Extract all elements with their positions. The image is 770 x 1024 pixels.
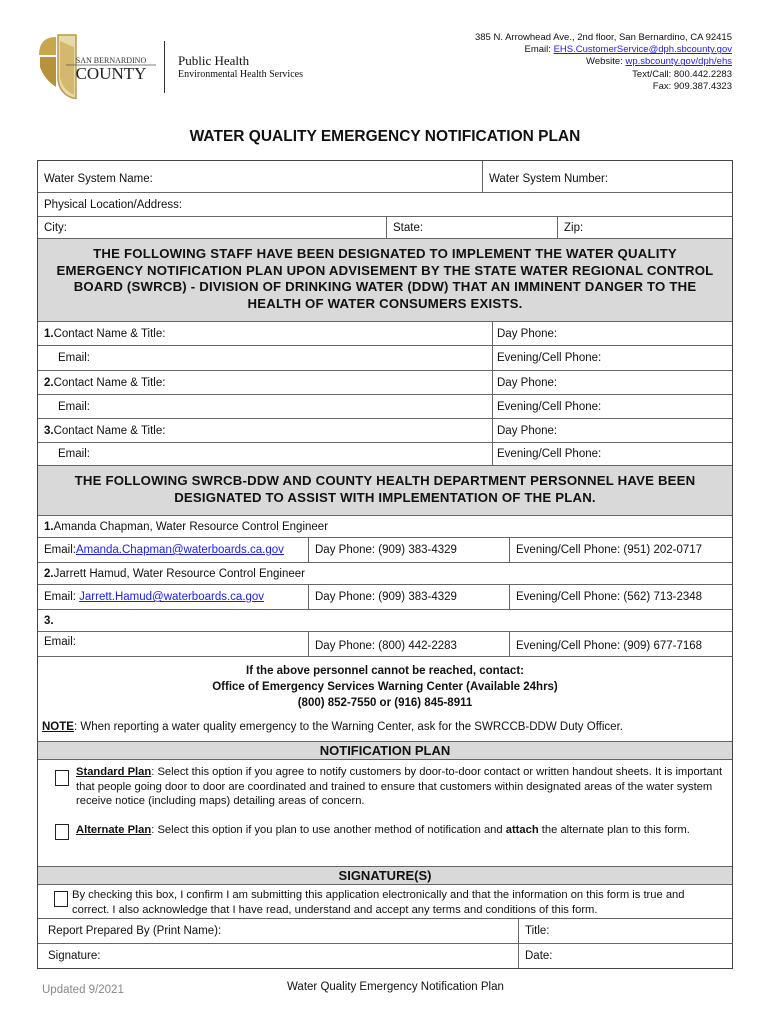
day-phone-label: Day Phone: [497, 424, 558, 437]
staff-banner: THE FOLLOWING STAFF HAVE BEEN DESIGNATED TO IMPLEMENT THE WATER QUALITY EMERGENCY NOTIFICATION PLAN UPON ADVISEMENT BY THE STATE WATER REGIONAL CONTROL BOARD (SWRCB) - DIVISION OF DRINKING WATER (DDW) THAT AN IMMINENT DANGER TO THE HEALTH OF WATER CONSUMERS EXISTS. [38, 239, 732, 322]
alternate-plan-text-end: the alternate plan to this form. [538, 824, 690, 836]
city-row [38, 217, 732, 239]
county-shield-icon [36, 33, 156, 99]
contact-num: 1. [44, 327, 54, 340]
logo-divider [164, 41, 165, 93]
form [37, 160, 733, 969]
personnel-1-contact-row [38, 538, 732, 563]
personnel-2-name-row [38, 563, 732, 585]
contact-1-row [38, 322, 732, 346]
email-label: Email: [58, 400, 90, 413]
physical-location-field[interactable] [38, 193, 732, 216]
contact-3-day-phone-field[interactable] [493, 419, 732, 442]
email-label: Email: [44, 591, 76, 603]
website-label: Website: [586, 56, 626, 68]
contact-3-email-row [38, 443, 732, 466]
fallback-line-1: If the above personnel cannot be reached, contact: [246, 665, 524, 677]
fallback-section [38, 657, 732, 742]
alternate-plan-title: Alternate Plan [76, 824, 152, 836]
confirm-option [38, 885, 732, 919]
personnel-1-name [38, 516, 732, 537]
personnel-2-email [38, 585, 308, 609]
text-call: Text/Call: 800.442.2283 [632, 68, 732, 80]
contact-num: 2. [44, 376, 54, 389]
footer-doc-name: Water Quality Emergency Notification Plan [287, 981, 504, 993]
contact-1-email-row [38, 346, 732, 371]
personnel-3-contact-row [38, 632, 732, 657]
contact-3-email-field[interactable] [38, 443, 492, 465]
personnel-2-name [38, 563, 732, 584]
personnel-1-email [38, 538, 308, 562]
personnel-num: 2. [44, 567, 54, 580]
contact-2-name-field[interactable] [38, 371, 492, 394]
physical-location-label: Physical Location/Address: [44, 198, 183, 211]
notification-options [38, 760, 732, 867]
personnel-3-name-row [38, 610, 732, 632]
email-label: Email: [58, 448, 90, 460]
evening-phone-label: Evening/Cell Phone: [497, 352, 602, 364]
email-label: Email: [44, 636, 76, 648]
prepared-row [38, 919, 732, 944]
water-system-number-field[interactable] [483, 161, 732, 192]
email-label: Email: [58, 352, 90, 364]
contact-name-label: Contact Name & Title: [53, 376, 166, 389]
page-title: WATER QUALITY EMERGENCY NOTIFICATION PLAN [189, 128, 581, 145]
city-label: City: [44, 221, 67, 234]
contact-1-day-phone-field[interactable] [493, 322, 732, 345]
contact-1-name-field[interactable] [38, 322, 492, 345]
email-link[interactable]: EHS.CustomerService@dph.sbcounty.gov [553, 44, 732, 56]
contact-1-email-field[interactable] [38, 346, 492, 370]
state-field[interactable] [387, 217, 557, 238]
system-name-row [38, 161, 732, 193]
confirm-checkbox[interactable] [54, 891, 68, 907]
personnel-name: Jarrett Hamud, Water Resource Control Engineer [53, 567, 305, 580]
alternate-plan-checkbox[interactable] [55, 824, 69, 840]
prepared-by-field[interactable] [38, 919, 518, 943]
confirm-row [38, 885, 732, 919]
personnel-1-name-row [38, 516, 732, 538]
contact-3-row [38, 419, 732, 443]
alternate-plan-option [38, 821, 732, 840]
personnel-2-day-phone: Day Phone: (909) 383-4329 [315, 591, 457, 603]
fallback-contact [38, 657, 732, 711]
date-field[interactable] [519, 944, 732, 968]
personnel-2-contact-row [38, 585, 732, 610]
personnel-num: 3. [44, 614, 54, 627]
note-text: : When reporting a water quality emergency to the Warning Center, ask for the SWRCCB-DDW Duty Officer. [73, 721, 623, 733]
dept-title: Public Health [178, 53, 250, 68]
location-row [38, 193, 732, 217]
standard-plan-option [38, 763, 732, 817]
personnel-3-email [38, 632, 308, 656]
notification-header: NOTIFICATION PLAN [38, 742, 732, 760]
logo-bottom-text: COUNTY [75, 64, 147, 83]
dept-subtitle: Environmental Health Services [178, 69, 303, 80]
personnel-email-link[interactable]: Amanda.Chapman@waterboards.ca.gov [75, 544, 284, 556]
contact-num: 3. [44, 424, 54, 437]
signature-label: Signature: [48, 950, 101, 962]
day-phone-label: Day Phone: [497, 376, 558, 389]
personnel-1-day-phone: Day Phone: (909) 383-4329 [315, 544, 457, 556]
alternate-plan-attach: attach [505, 824, 539, 836]
contact-2-evening-phone-field[interactable] [493, 395, 732, 418]
title-field[interactable] [519, 919, 732, 943]
footer-updated: Updated 9/2021 [42, 984, 124, 996]
standard-plan-checkbox[interactable] [55, 770, 69, 786]
contact-3-name-field[interactable] [38, 419, 492, 442]
water-system-name-label: Water System Name: [44, 172, 153, 185]
signature-header: SIGNATURE(S) [38, 867, 732, 885]
personnel-3-name [38, 610, 732, 631]
personnel-3-evening-phone: Evening/Cell Phone: (909) 677-7168 [516, 640, 703, 652]
contact-2-day-phone-field[interactable] [493, 371, 732, 394]
zip-label: Zip: [564, 221, 584, 234]
note-label: NOTE [42, 721, 74, 733]
contact-1-evening-phone-field[interactable] [493, 346, 732, 370]
personnel-2-evening-phone: Evening/Cell Phone: (562) 713-2348 [516, 591, 703, 603]
personnel-email-link[interactable]: Jarrett.Hamud@waterboards.ca.gov [79, 591, 265, 603]
fax: Fax: 909.387.4323 [652, 80, 732, 92]
note [38, 711, 732, 737]
address: 385 N. Arrowhead Ave., 2nd floor, San Bernardino, CA 92415 [474, 32, 732, 43]
header-contact [475, 32, 732, 93]
personnel-num: 1. [44, 520, 54, 533]
email-label: Email: [524, 44, 554, 56]
personnel-1-evening-phone: Evening/Cell Phone: (951) 202-0717 [516, 544, 703, 556]
personnel-name: Amanda Chapman, Water Resource Control Engineer [53, 520, 329, 533]
city-field[interactable] [38, 217, 386, 238]
fallback-line-3: (800) 852-7550 or (916) 845-8911 [297, 697, 473, 709]
contact-2-row [38, 371, 732, 395]
personnel-3-day-phone: Day Phone: (800) 442-2283 [315, 640, 457, 652]
standard-plan-text: : Select this option if you agree to notify customers by door-to-door contact or written handout sheets. It is important that people going door to door are coordinated and trained to ensure that customers within designated areas of the water system receive notice (including maps) detailing areas of concern. [76, 766, 723, 807]
signature-row [38, 944, 732, 968]
header-logo [36, 33, 321, 99]
date-label: Date: [525, 950, 553, 962]
contact-3-evening-phone-field[interactable] [493, 443, 732, 465]
water-system-name-field[interactable] [38, 161, 482, 192]
website-link[interactable]: wp.sbcounty.gov/dph/ehs [625, 56, 732, 68]
logo-top-text: SAN BERNARDINO [75, 56, 147, 65]
title-label: Title: [525, 925, 550, 937]
standard-plan-title: Standard Plan [76, 766, 152, 778]
prepared-by-label: Report Prepared By (Print Name): [48, 925, 222, 937]
evening-phone-label: Evening/Cell Phone: [497, 448, 602, 460]
water-system-number-label: Water System Number: [489, 172, 609, 185]
email-label: Email: [44, 544, 76, 556]
evening-phone-label: Evening/Cell Phone: [497, 400, 602, 413]
zip-field[interactable] [558, 217, 732, 238]
contact-name-label: Contact Name & Title: [53, 424, 166, 437]
contact-name-label: Contact Name & Title: [53, 327, 166, 340]
confirm-text: By checking this box, I confirm I am submitting this application electronically and that the information on this form is true and correct. I also acknowledge that I have read, understand and accept any terms and conditions of this form. [72, 889, 685, 916]
contact-2-email-field[interactable] [38, 395, 492, 418]
day-phone-label: Day Phone: [497, 327, 558, 340]
personnel-banner: THE FOLLOWING SWRCB-DDW AND COUNTY HEALTH DEPARTMENT PERSONNEL HAVE BEEN DESIGNATED TO ASSIST WITH IMPLEMENTATION OF THE PLAN. [38, 466, 732, 516]
fallback-line-2: Office of Emergency Services Warning Center (Available 24hrs) [212, 681, 558, 693]
signature-field[interactable] [38, 944, 518, 968]
contact-2-email-row [38, 395, 732, 419]
state-label: State: [393, 221, 424, 234]
alternate-plan-text: : Select this option if you plan to use another method of notification and [151, 824, 506, 836]
